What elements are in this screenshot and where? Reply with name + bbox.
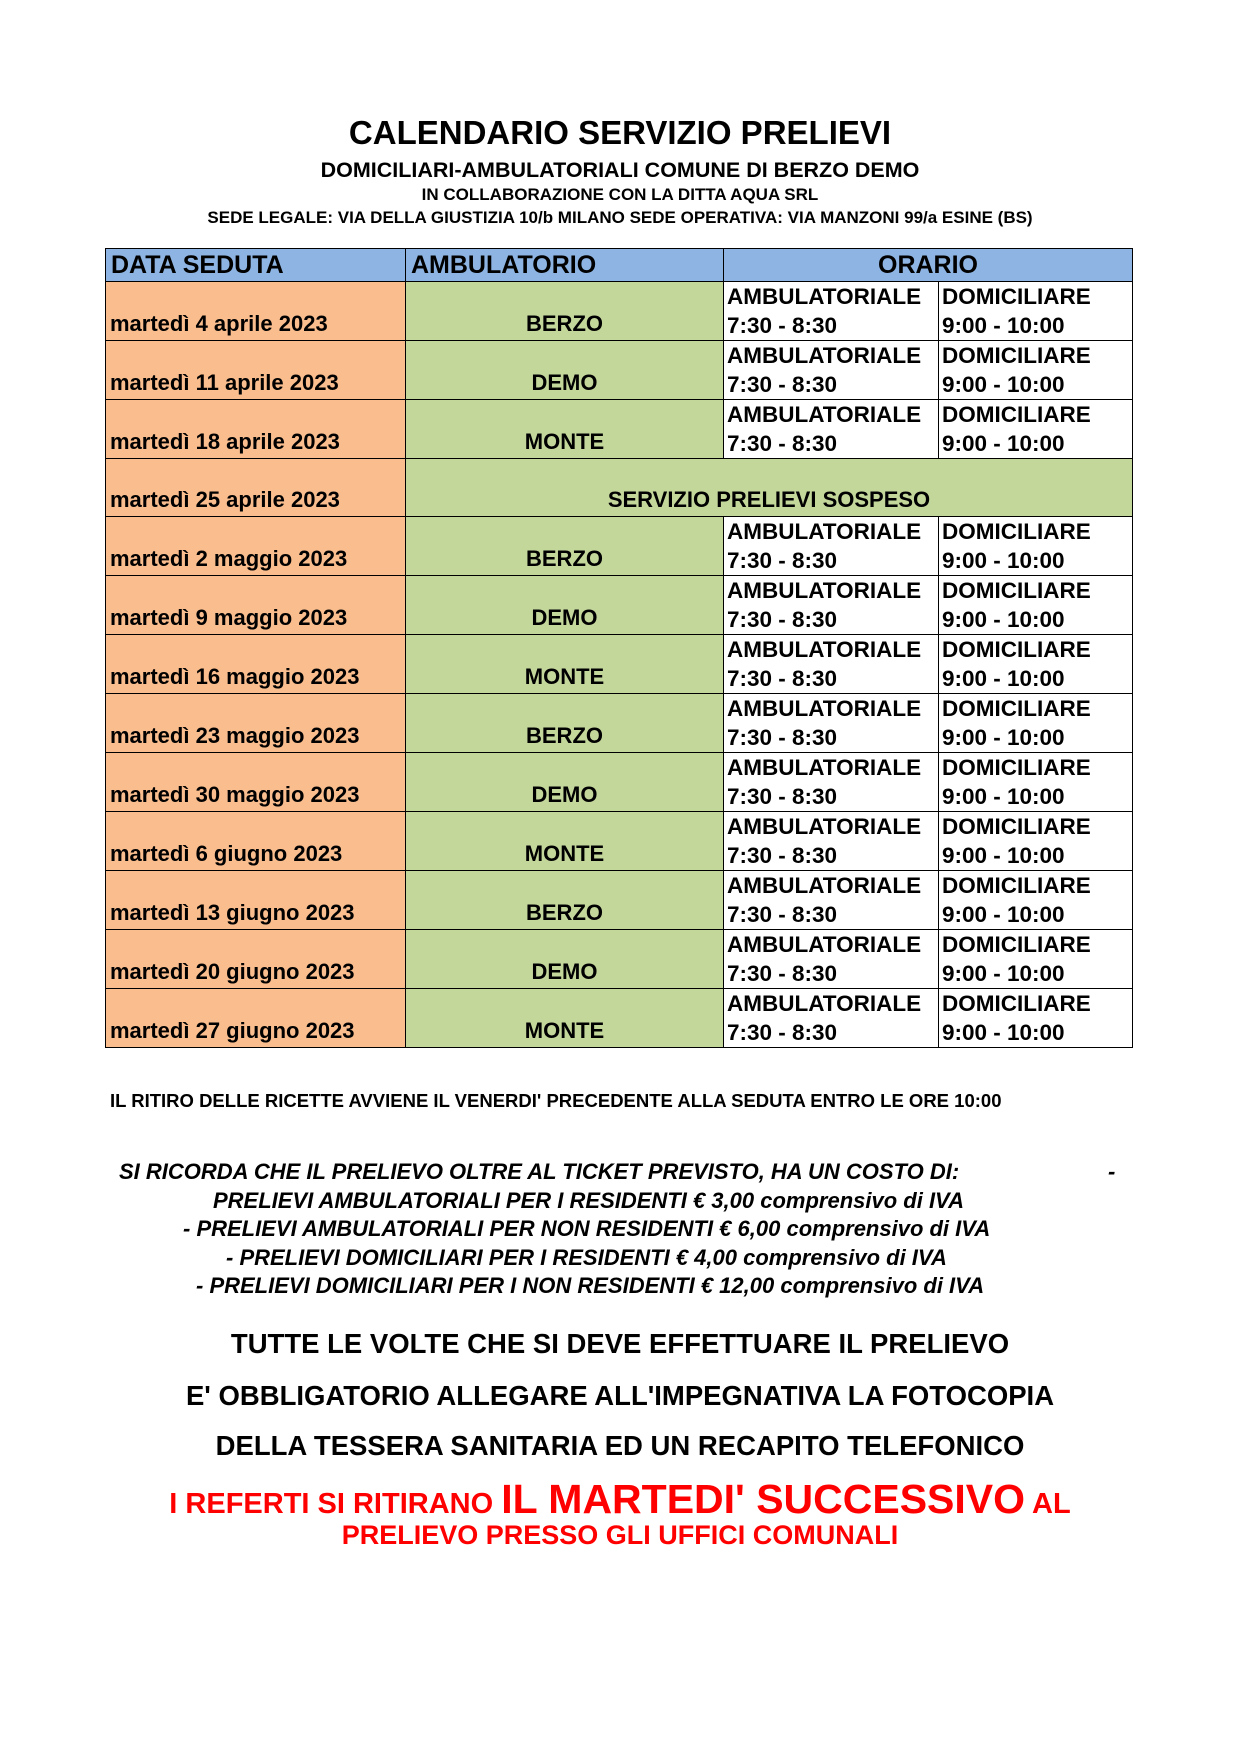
seduta-date: martedì 25 aprile 2023 [106, 459, 406, 517]
orario-ambulatoriale [724, 635, 939, 694]
ambulatoriale-label: AMBULATORIALE [727, 637, 922, 662]
orario-ambulatoriale [724, 871, 939, 930]
domiciliare-label: DOMICILIARE [942, 932, 1091, 957]
ambulatorio-place: BERZO [406, 517, 724, 576]
table-row [106, 400, 1133, 459]
orario-domiciliare [939, 753, 1133, 812]
domiciliare-label: DOMICILIARE [942, 696, 1091, 721]
seduta-date: martedì 20 giugno 2023 [106, 930, 406, 989]
orario-domiciliare [939, 282, 1133, 341]
table-row [106, 635, 1133, 694]
domiciliare-time: 9:00 - 10:00 [942, 372, 1065, 397]
table-row [106, 989, 1133, 1048]
orario-domiciliare [939, 400, 1133, 459]
orario-domiciliare [939, 989, 1133, 1048]
orario-domiciliare [939, 341, 1133, 400]
domiciliare-label: DOMICILIARE [942, 637, 1091, 662]
orario-ambulatoriale [724, 341, 939, 400]
ambulatoriale-time: 7:30 - 8:30 [727, 372, 838, 397]
seduta-date: martedì 27 giugno 2023 [106, 989, 406, 1048]
ambulatoriale-label: AMBULATORIALE [727, 696, 922, 721]
domiciliare-label: DOMICILIARE [942, 578, 1091, 603]
cost-line: PRELIEVI AMBULATORIALI PER I RESIDENTI € 3,00 comprensivo di IVA [213, 1187, 964, 1213]
cost-line: - PRELIEVI DOMICILIARI PER I RESIDENTI € 4,00 comprensivo di IVA [226, 1244, 947, 1270]
domiciliare-time: 9:00 - 10:00 [942, 607, 1065, 632]
ambulatorio-place: BERZO [406, 871, 724, 930]
domiciliare-time: 9:00 - 10:00 [942, 666, 1065, 691]
suspended-notice: SERVIZIO PRELIEVI SOSPESO [406, 459, 1133, 517]
obbligo-line: E' OBBLIGATORIO ALLEGARE ALL'IMPEGNATIVA LA FOTOCOPIA [185, 1380, 1055, 1411]
ambulatoriale-time: 7:30 - 8:30 [727, 666, 838, 691]
domiciliare-time: 9:00 - 10:00 [942, 548, 1065, 573]
schedule-table [105, 248, 1133, 1048]
ambulatoriale-label: AMBULATORIALE [727, 284, 922, 309]
costs-dash: - [1108, 1159, 1116, 1184]
seduta-date: martedì 13 giugno 2023 [106, 871, 406, 930]
header-ambulatorio: AMBULATORIO [406, 249, 724, 282]
domiciliare-label: DOMICILIARE [942, 755, 1091, 780]
seduta-date: martedì 18 aprile 2023 [106, 400, 406, 459]
ambulatoriale-time: 7:30 - 8:30 [727, 313, 838, 338]
ambulatorio-place: MONTE [406, 989, 724, 1048]
ambulatoriale-time: 7:30 - 8:30 [727, 902, 838, 927]
ambulatorio-place: DEMO [406, 930, 724, 989]
domiciliare-label: DOMICILIARE [942, 343, 1091, 368]
ambulatoriale-label: AMBULATORIALE [727, 755, 922, 780]
domiciliare-label: DOMICILIARE [942, 873, 1091, 898]
ambulatoriale-time: 7:30 - 8:30 [727, 1020, 838, 1045]
orario-domiciliare [939, 930, 1133, 989]
orario-ambulatoriale [724, 812, 939, 871]
ambulatoriale-time: 7:30 - 8:30 [727, 784, 838, 809]
ambulatorio-place: DEMO [406, 576, 724, 635]
ambulatoriale-label: AMBULATORIALE [727, 873, 922, 898]
orario-ambulatoriale [724, 989, 939, 1048]
orario-ambulatoriale [724, 400, 939, 459]
page-subtitle: DOMICILIARI-AMBULATORIALI COMUNE DI BERZO DEMO [320, 158, 920, 182]
orario-domiciliare [939, 517, 1133, 576]
ambulatoriale-time: 7:30 - 8:30 [727, 843, 838, 868]
orario-ambulatoriale [724, 930, 939, 989]
domiciliare-time: 9:00 - 10:00 [942, 725, 1065, 750]
schedule-body [106, 282, 1133, 1048]
ambulatorio-place: MONTE [406, 635, 724, 694]
obbligo-line: TUTTE LE VOLTE CHE SI DEVE EFFETTUARE IL PRELIEVO [230, 1328, 1010, 1359]
seduta-date: martedì 30 maggio 2023 [106, 753, 406, 812]
ambulatoriale-time: 7:30 - 8:30 [727, 607, 838, 632]
costs-intro: SI RICORDA CHE IL PRELIEVO OLTRE AL TICKET PREVISTO, HA UN COSTO DI: [119, 1159, 960, 1184]
domiciliare-label: DOMICILIARE [942, 402, 1091, 427]
referti-line-2: PRELIEVO PRESSO GLI UFFICI COMUNALI [341, 1520, 899, 1550]
sede-address: SEDE LEGALE: VIA DELLA GIUSTIZIA 10/b MILANO SEDE OPERATIVA: VIA MANZONI 99/a ESINE (BS) [207, 208, 1033, 227]
ambulatoriale-label: AMBULATORIALE [727, 991, 922, 1016]
orario-ambulatoriale [724, 282, 939, 341]
referti-post: AL [1025, 1488, 1071, 1520]
orario-domiciliare [939, 576, 1133, 635]
ambulatorio-place: MONTE [406, 812, 724, 871]
ambulatoriale-label: AMBULATORIALE [727, 578, 922, 603]
domiciliare-time: 9:00 - 10:00 [942, 431, 1065, 456]
referti-emphasis: IL MARTEDI' SUCCESSIVO [501, 1476, 1026, 1522]
table-row [106, 812, 1133, 871]
seduta-date: martedì 9 maggio 2023 [106, 576, 406, 635]
orario-domiciliare [939, 871, 1133, 930]
header-orario: ORARIO [724, 249, 1133, 282]
ambulatoriale-label: AMBULATORIALE [727, 343, 922, 368]
orario-ambulatoriale [724, 753, 939, 812]
ambulatoriale-label: AMBULATORIALE [727, 402, 922, 427]
domiciliare-time: 9:00 - 10:00 [942, 313, 1065, 338]
seduta-date: martedì 2 maggio 2023 [106, 517, 406, 576]
ritiro-note: IL RITIRO DELLE RICETTE AVVIENE IL VENERDI' PRECEDENTE ALLA SEDUTA ENTRO LE ORE 10:00 [110, 1090, 1002, 1111]
table-row [106, 459, 1133, 517]
header-data-seduta: DATA SEDUTA [106, 249, 406, 282]
ambulatoriale-time: 7:30 - 8:30 [727, 725, 838, 750]
domiciliare-time: 9:00 - 10:00 [942, 961, 1065, 986]
cost-line: - PRELIEVI DOMICILIARI PER I NON RESIDENTI € 12,00 comprensivo di IVA [196, 1273, 985, 1298]
table-header-row [106, 249, 1133, 282]
orario-domiciliare [939, 635, 1133, 694]
ambulatorio-place: DEMO [406, 341, 724, 400]
ambulatorio-place: BERZO [406, 282, 724, 341]
table-row [106, 282, 1133, 341]
cost-line: - PRELIEVI AMBULATORIALI PER NON RESIDENTI € 6,00 comprensivo di IVA [183, 1216, 991, 1241]
domiciliare-time: 9:00 - 10:00 [942, 902, 1065, 927]
collaboration-note: IN COLLABORAZIONE CON LA DITTA AQUA SRL [421, 185, 819, 204]
table-row [106, 576, 1133, 635]
ambulatoriale-time: 7:30 - 8:30 [727, 961, 838, 986]
referti-line [0, 1476, 1240, 1523]
page-title: CALENDARIO SERVIZIO PRELIEVI [348, 114, 892, 151]
seduta-date: martedì 6 giugno 2023 [106, 812, 406, 871]
domiciliare-label: DOMICILIARE [942, 991, 1091, 1016]
table-row [106, 753, 1133, 812]
obbligo-line: DELLA TESSERA SANITARIA ED UN RECAPITO TELEFONICO [215, 1430, 1025, 1461]
domiciliare-label: DOMICILIARE [942, 284, 1091, 309]
ambulatoriale-label: AMBULATORIALE [727, 519, 922, 544]
ambulatorio-place: DEMO [406, 753, 724, 812]
seduta-date: martedì 23 maggio 2023 [106, 694, 406, 753]
domiciliare-label: DOMICILIARE [942, 519, 1091, 544]
ambulatoriale-label: AMBULATORIALE [727, 814, 922, 839]
ambulatorio-place: MONTE [406, 400, 724, 459]
table-row [106, 341, 1133, 400]
orario-domiciliare [939, 812, 1133, 871]
table-row [106, 694, 1133, 753]
seduta-date: martedì 16 maggio 2023 [106, 635, 406, 694]
ambulatoriale-time: 7:30 - 8:30 [727, 431, 838, 456]
orario-ambulatoriale [724, 517, 939, 576]
table-row [106, 930, 1133, 989]
orario-ambulatoriale [724, 694, 939, 753]
table-row [106, 871, 1133, 930]
seduta-date: martedì 11 aprile 2023 [106, 341, 406, 400]
seduta-date: martedì 4 aprile 2023 [106, 282, 406, 341]
domiciliare-time: 9:00 - 10:00 [942, 1020, 1065, 1045]
orario-domiciliare [939, 694, 1133, 753]
orario-ambulatoriale [724, 576, 939, 635]
referti-pre: I REFERTI SI RITIRANO [169, 1488, 502, 1520]
table-row [106, 517, 1133, 576]
ambulatoriale-time: 7:30 - 8:30 [727, 548, 838, 573]
ambulatoriale-label: AMBULATORIALE [727, 932, 922, 957]
domiciliare-time: 9:00 - 10:00 [942, 784, 1065, 809]
domiciliare-label: DOMICILIARE [942, 814, 1091, 839]
domiciliare-time: 9:00 - 10:00 [942, 843, 1065, 868]
ambulatorio-place: BERZO [406, 694, 724, 753]
